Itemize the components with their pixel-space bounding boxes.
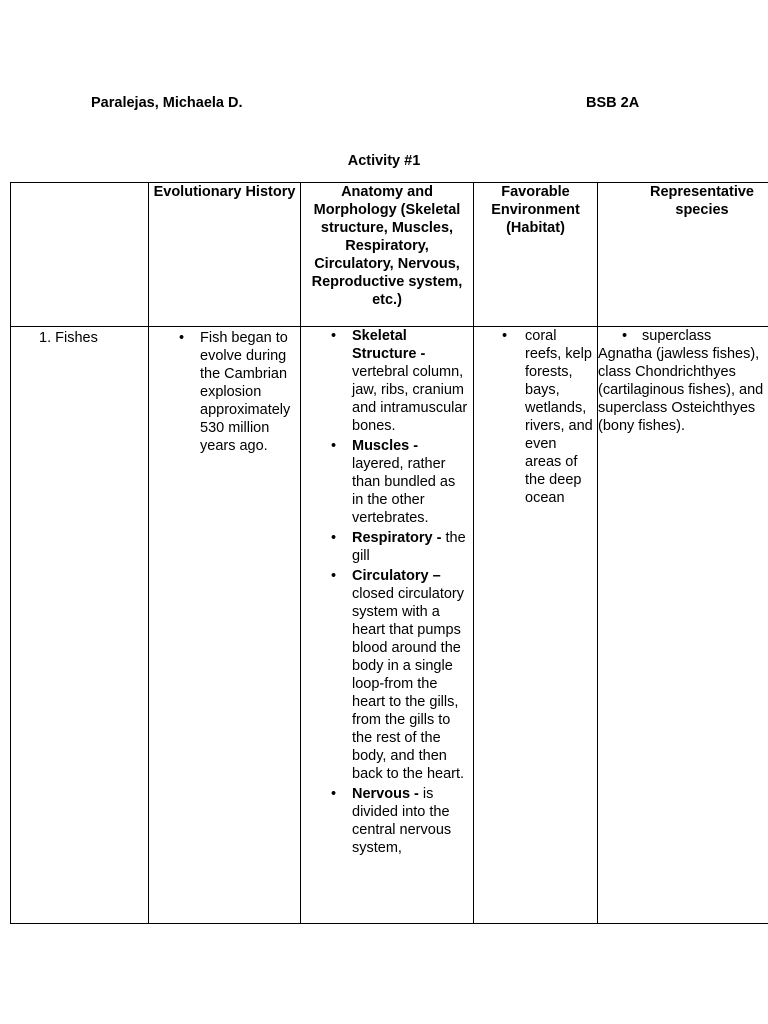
list-item: • superclass	[622, 328, 712, 344]
evolutionary-history-cell	[149, 327, 301, 924]
anatomy-term: Nervous -	[352, 786, 419, 802]
list-item: • Nervous - is divided into the central nervous system,	[331, 786, 452, 856]
document-title: Activity #1	[347, 153, 421, 169]
column-header-representative-species: Representative species	[598, 183, 768, 327]
habitat-cell	[474, 327, 598, 924]
anatomy-term: Muscles -	[352, 438, 419, 454]
row-label-cell	[11, 327, 149, 924]
bullet-icon: •	[331, 530, 337, 546]
list-item: • Circulatory – closed circulatory system with a heart that pumps blood around the body in a single loop-from the heart to the gills, from the gills to the rest of the body, and then back to the heart.	[331, 568, 465, 782]
bullet-icon: •	[331, 438, 337, 454]
list-item: • Fish began to evolve during the Cambrian explosion approximately 530 million years ago.	[179, 330, 291, 454]
bullet-icon: •	[502, 328, 508, 344]
representative-species-cell	[598, 327, 768, 924]
bullet-icon: •	[622, 328, 628, 344]
student-section: BSB 2A	[586, 95, 640, 111]
list-item: • Muscles - layered, rather than bundled as in the other vertebrates.	[331, 438, 456, 526]
column-header-evolutionary-history: Evolutionary History	[149, 183, 301, 327]
anatomy-term: Circulatory –	[352, 568, 441, 584]
list-item: • coral reefs, kelp forests, bays, wetlands, rivers, and even areas of the deep ocean	[502, 328, 593, 506]
bullet-icon: •	[331, 568, 337, 584]
bullet-icon: •	[179, 330, 185, 346]
list-item: • Skeletal Structure - vertebral column, jaw, ribs, cranium and intramuscular bones.	[331, 328, 468, 434]
student-name: Paralejas, Michaela D.	[91, 95, 243, 111]
anatomy-cell	[301, 327, 474, 924]
anatomy-term: Respiratory -	[352, 530, 442, 546]
representative-species-text: Agnatha (jawless fishes), class Chondrichthyes (cartilaginous fishes), and superclass Osteichthyes (bony fishes).	[598, 346, 764, 434]
column-header-blank	[11, 183, 149, 327]
column-header-habitat: Favorable Environment (Habitat)	[474, 183, 598, 327]
activity-table	[10, 182, 768, 924]
bullet-icon: •	[331, 328, 337, 344]
list-item: • Respiratory - the gill	[331, 530, 466, 564]
row-label: 1. Fishes	[39, 330, 98, 346]
bullet-icon: •	[331, 786, 337, 802]
anatomy-term: Skeletal Structure -	[352, 328, 426, 362]
table-header-row	[11, 183, 768, 327]
column-header-anatomy: Anatomy and Morphology (Skeletal structure, Muscles, Respiratory, Circulatory, Nervous, Reproductive system, etc.)	[301, 183, 474, 327]
table-row	[11, 327, 768, 924]
